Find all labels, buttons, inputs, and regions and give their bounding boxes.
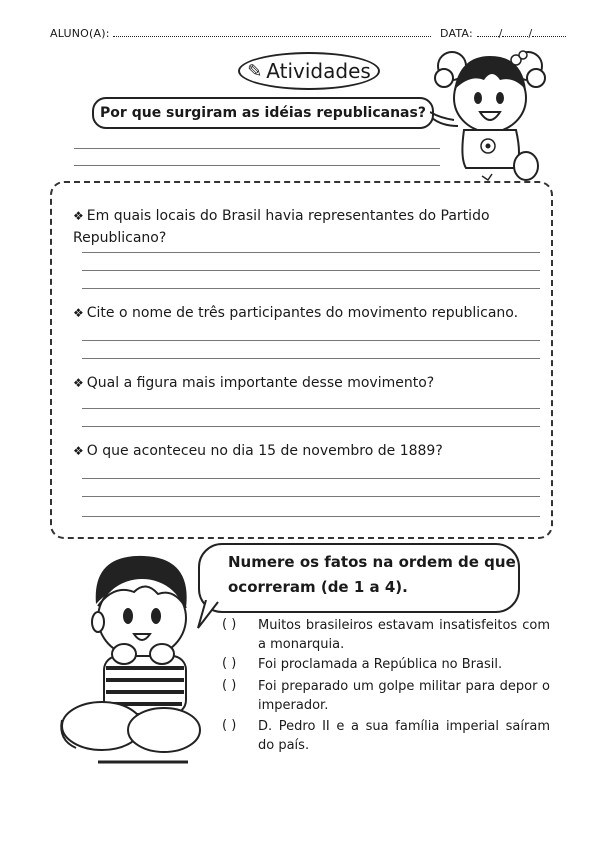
date-day[interactable] — [477, 36, 499, 37]
order-box-4[interactable]: ( ) — [222, 718, 237, 733]
order-item-1: Muitos brasileiros estavam insatisfeitos com a monarquia. — [258, 618, 550, 652]
order-box-1[interactable]: ( ) — [222, 617, 237, 632]
diamond-bullet-icon: ❖ — [73, 376, 84, 390]
answer-line[interactable] — [82, 496, 540, 497]
answer-line[interactable] — [82, 426, 540, 427]
aluno-label: ALUNO(A): — [50, 27, 110, 40]
question-2 — [73, 302, 548, 324]
date-month[interactable] — [502, 36, 528, 37]
answer-line[interactable] — [82, 516, 540, 517]
order-box-2[interactable]: ( ) — [222, 656, 237, 671]
answer-line[interactable] — [82, 252, 540, 253]
answer-line[interactable] — [82, 478, 540, 479]
answer-line[interactable] — [82, 408, 540, 409]
boy-illustration — [54, 544, 214, 774]
answer-line[interactable] — [82, 288, 540, 289]
question-4-text: O que aconteceu no dia 15 de novembro de 1889? — [86, 443, 443, 459]
question-3 — [73, 372, 539, 394]
diamond-bullet-icon: ❖ — [73, 209, 84, 223]
diamond-bullet-icon: ❖ — [73, 306, 84, 320]
order-box-3[interactable]: ( ) — [222, 678, 237, 693]
pencil-icon: ✎ — [247, 60, 263, 82]
date-sep-1: / — [498, 27, 503, 40]
title-banner — [238, 52, 380, 90]
girl-illustration — [430, 38, 550, 188]
answer-line[interactable] — [82, 340, 540, 341]
page-title: Atividades — [266, 59, 371, 83]
answer-line[interactable] — [74, 165, 440, 166]
answer-line[interactable] — [74, 148, 440, 149]
question-1 — [73, 205, 539, 249]
student-name-line[interactable] — [50, 27, 431, 40]
first-question-text: Por que surgiram as idéias republicanas? — [100, 105, 426, 121]
date-sep-2: / — [528, 27, 533, 40]
ordering-instruction: Numere os fatos na ordem de que ocorreram (de 1 a 4). — [228, 553, 516, 596]
question-4 — [73, 440, 539, 462]
order-item-2: Foi proclamada a República no Brasil. — [258, 657, 503, 672]
speech-tail — [196, 600, 220, 630]
question-3-text: Qual a figura mais importante desse movimento? — [86, 375, 435, 391]
question-2-text: Cite o nome de três participantes do movimento republicano. — [86, 305, 519, 321]
data-label: DATA: — [440, 27, 473, 40]
diamond-bullet-icon: ❖ — [73, 444, 84, 458]
answer-line[interactable] — [82, 358, 540, 359]
aluno-fill-line[interactable] — [113, 36, 431, 37]
answer-line[interactable] — [82, 270, 540, 271]
first-question-bubble — [92, 97, 434, 129]
date-year[interactable] — [532, 36, 566, 37]
question-1-text: Em quais locais do Brasil havia representantes do Partido Republicano? — [73, 208, 490, 246]
order-item-3: Foi preparado um golpe militar para depor o imperador. — [258, 679, 550, 713]
order-item-4: D. Pedro II e a sua família imperial saíram do país. — [258, 719, 550, 753]
